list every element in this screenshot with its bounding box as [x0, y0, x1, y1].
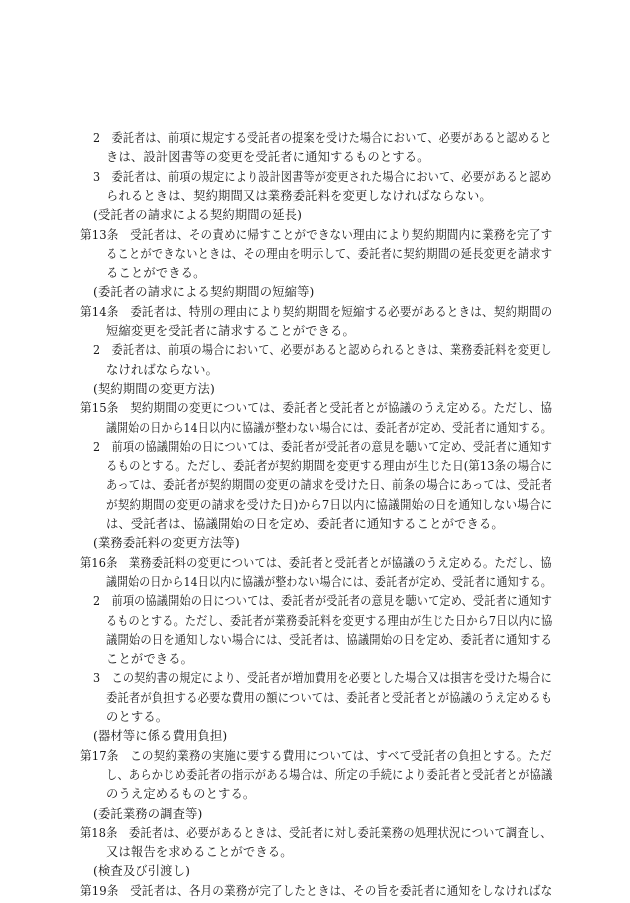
- document-line: が契約期間の変更の請求を受けた日)から7日以内に協議開始の日を通知しない場合に: [106, 497, 553, 512]
- document-line: のとする。: [106, 710, 169, 724]
- document-line: きは、設計図書等の変更を受託者に通知するものとする。: [106, 150, 430, 165]
- document-line: 委託者が負担する必要な費用の額については、委託者と受託者とが協議のうえ定めるも: [106, 690, 553, 705]
- document-line: られるときは、契約期間又は業務委託料を変更しなければならない。: [106, 188, 492, 203]
- document-line: 3 委託者は、前項の規定により設計図書等が変更された場合において、必要があると認め: [93, 169, 552, 184]
- document-line: 議開始の日から14日以内に協議が整わない場合には、委託者が定め、受託者に通知する。: [106, 574, 552, 589]
- document-line: 第18条 委託者は、必要があるときは、受託者に対し委託業務の処理状況について調査し、: [80, 825, 552, 840]
- document-line: 2 委託者は、前項に規定する受託者の提案を受けた場合において、必要があると認めると: [93, 131, 552, 145]
- document-line: 議開始の日を通知しない場合には、受託者は、協議開始の日を定め、委託者に通知する: [106, 632, 552, 647]
- document-line: 短縮変更を受託者に請求することができる。: [106, 324, 355, 338]
- document-line: るものとする。ただし、委託者が業務委託料を変更する理由が生じた日から7日以内に協: [106, 613, 553, 628]
- document-line: (業務委託料の変更方法等): [93, 536, 240, 551]
- document-line: (器材等に係る費用負担): [93, 729, 228, 744]
- document-line: し、あらかじめ委託者の指示がある場合は、所定の手続により委託者と受託者とが協議: [106, 767, 553, 782]
- document-line: ことができる。: [106, 652, 194, 667]
- document-line: 2 委託者は、前項の場合において、必要があると認められるときは、業務委託料を変更し: [93, 343, 552, 358]
- document-line: 3 この契約書の規定により、受託者が増加費用を必要とした場合又は損害を受けた場合に: [93, 671, 552, 686]
- document-line: 第15条 契約期間の変更については、委託者と受託者とが協議のうえ定める。ただし、協: [80, 401, 553, 416]
- document-line: 第17条 この契約業務の実施に要する費用については、すべて受託者の負担とする。ただ: [80, 748, 552, 763]
- document-line: 2 前項の協議開始の日については、委託者が受託者の意見を聴いて定め、受託者に通知す: [93, 594, 553, 609]
- document-line: (検査及び引渡し): [93, 864, 191, 879]
- document-line: 第16条 業務委託料の変更については、委託者と受託者とが協議のうえ定める。ただし、協: [80, 555, 552, 570]
- document-line: ることができないときは、その理由を明示して、委託者に契約期間の延長変更を請求す: [106, 246, 553, 261]
- document-line: 第19条 受託者は、各月の業務が完了したときは、その旨を委託者に通知をしなければな: [80, 883, 553, 898]
- document-line: 第13条 受託者は、その責めに帰すことができない理由により契約期間内に業務を完了す: [80, 227, 553, 242]
- document-line: 議開始の日から14日以内に協議が整わない場合には、委託者が定め、受託者に通知する。: [106, 420, 552, 435]
- document-line: 又は報告を求めることができる。: [106, 845, 293, 860]
- document-line: 2 前項の協議開始の日については、委託者が受託者の意見を聴いて定め、受託者に通知す: [93, 439, 553, 454]
- document-line: (委託業務の調査等): [93, 806, 203, 821]
- document-line: (委託者の請求による契約期間の短縮等): [93, 285, 315, 300]
- document-line: のうえ定めるものとする。: [106, 787, 256, 802]
- document-line: なければならない。: [106, 362, 219, 377]
- document-line: (受託者の請求による契約期間の延長): [93, 208, 303, 223]
- document-line: は、受託者は、協議開始の日を定め、委託者に通知することができる。: [106, 517, 504, 531]
- document-line: あっては、委託者が契約期間の変更の請求を受けた日、前条の場合にあっては、受託者: [106, 478, 553, 493]
- document-line: 第14条 委託者は、特別の理由により契約期間を短縮する必要があるときは、契約期間の: [80, 304, 553, 319]
- document-line: (契約期間の変更方法): [93, 381, 215, 396]
- document-line: ることができる。: [106, 266, 206, 281]
- document-line: るものとする。ただし、委託者が契約期間を変更する理由が生じた日(第13条の場合に: [106, 459, 553, 474]
